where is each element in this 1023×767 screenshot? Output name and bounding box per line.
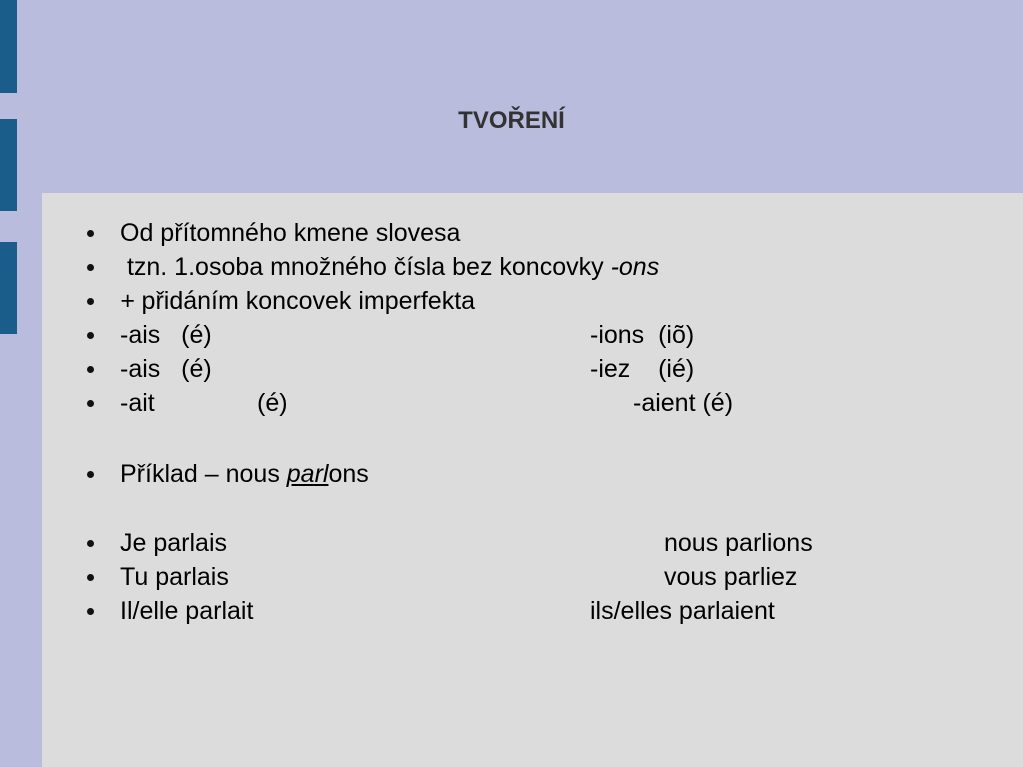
ending-singular: -ais (é) xyxy=(120,321,212,349)
list-item xyxy=(42,594,1023,628)
list-item xyxy=(42,526,1023,560)
bullet-icon xyxy=(87,230,94,237)
ending-ons: -ons xyxy=(610,253,660,281)
list-item xyxy=(42,284,1023,318)
list-item xyxy=(42,386,1023,420)
ending-plural: -aient (é) xyxy=(633,389,734,417)
item-text-main: přidáním koncovek imperfekta xyxy=(134,287,476,315)
conjugation-singular: Je parlais xyxy=(120,529,227,557)
item-text: Od přítomného kmene slovesa xyxy=(120,219,461,247)
list-item xyxy=(42,560,1023,594)
bullet-icon xyxy=(87,608,94,615)
verb-stem: parl xyxy=(286,460,329,488)
slide-title: TVOŘENÍ xyxy=(458,107,565,134)
bullet-icon xyxy=(87,264,94,271)
conjugation-plural: vous parliez xyxy=(664,563,798,591)
accent-bar-top xyxy=(0,0,17,93)
list-item xyxy=(42,318,1023,352)
example-text xyxy=(120,457,369,491)
conjugation-singular: Tu parlais xyxy=(120,563,229,591)
content-panel xyxy=(42,193,1023,767)
item-text-main: tzn. 1.osoba množného čísla bez koncovky xyxy=(120,253,611,281)
ending-singular: -ais (é) xyxy=(120,355,212,383)
conjugation-plural: ils/elles parlaient xyxy=(590,597,775,625)
bullet-icon xyxy=(87,400,94,407)
plus-sign: + xyxy=(120,287,135,315)
bullet-icon xyxy=(87,540,94,547)
bullet-icon xyxy=(87,471,94,478)
accent-bar-bottom xyxy=(0,242,17,334)
ending-pronunciation: (é) xyxy=(257,389,288,417)
ending-plural: -iez (ié) xyxy=(590,355,695,383)
ending-singular: -ait xyxy=(120,389,155,417)
bullet-icon xyxy=(87,332,94,339)
list-item xyxy=(42,457,1023,491)
list-item xyxy=(42,250,1023,284)
item-text xyxy=(120,284,475,318)
bullet-icon xyxy=(87,574,94,581)
item-text xyxy=(120,250,659,284)
list-item xyxy=(42,216,1023,250)
example-label: Příklad – nous xyxy=(120,460,287,488)
bullet-icon xyxy=(87,298,94,305)
list-item xyxy=(42,352,1023,386)
conjugation-singular: Il/elle parlait xyxy=(120,597,254,625)
conjugation-plural: nous parlions xyxy=(664,529,813,557)
verb-ending: ons xyxy=(328,460,369,488)
bullet-icon xyxy=(87,366,94,373)
ending-plural: -ions (iõ) xyxy=(590,321,695,349)
